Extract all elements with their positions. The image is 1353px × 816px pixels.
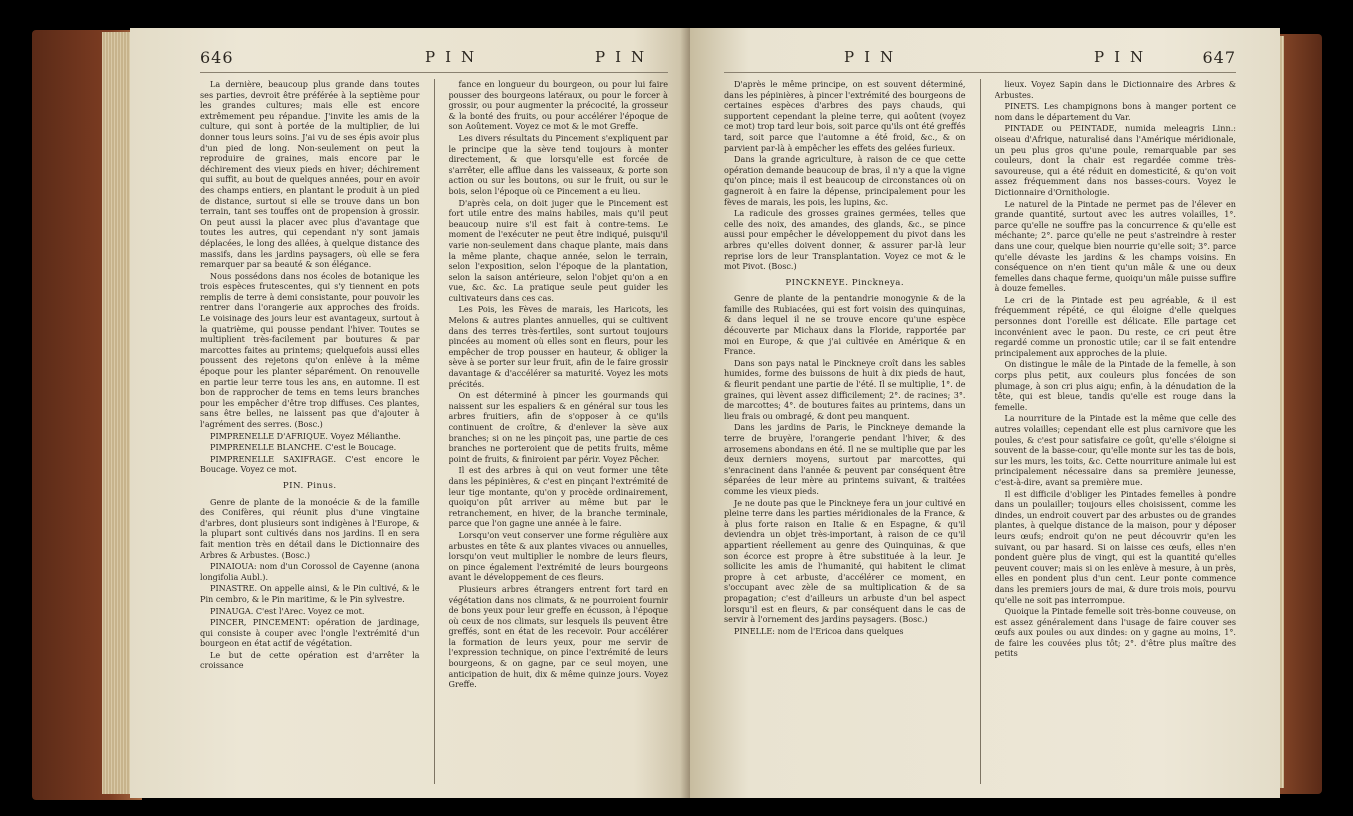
right-running-title-2: PIN — [1094, 48, 1154, 66]
right-column-1 — [724, 79, 966, 784]
paragraph: Plusieurs arbres étrangers entrent fort tard en végétation dans nos climats, & ne pourroient fournir de bons yeux pour leur greffe en écusson, à l'époque où ceux de nos climats, sur lesquels ils peuvent être greffés, sont en état de les recevoir. Pour accélérer la formation de leurs yeux, pour me servir de l'expression technique, on pince l'extrémité de leurs bourgeons, & on gagne, par ce seul moyen, une anticipation de huit, dix & même quinze jours. Voyez Greffe. — [448, 583, 668, 690]
column-rule — [434, 79, 435, 784]
left-running-title: PIN — [425, 48, 485, 66]
paragraph: Genre de plante de la pentandrie monogynie & de la famille des Rubiacées, qui est fort voisin des quinquinas, & dans lequel il ne se trouve encore qu'une espèce découverte par Michaux dans la Floride, rapportée par moi en Europe, & que j'ai cultivée en Amérique & en France. — [724, 293, 966, 357]
left-page-number: 646 — [200, 48, 234, 67]
paragraph: PIMPRENELLE BLANCHE. C'est le Boucage. — [210, 442, 397, 453]
paragraph: Il est des arbres à qui on veut former une tête dans les pépinières, & c'est en pinçant l'extrémité de leur tige montante, qu'on y procède ordinairement, quoiqu'on pût arriver au même but par le retranchement, en hiver, de la branche terminale, parce que l'on gagne une année à le faire. — [448, 465, 668, 529]
paragraph: La radicule des grosses graines germées, telles que celle des noix, des amandes, des glands, &c., se pince aussi pour empêcher le développement du pivot dans les arbres qu'elles doivent donner, & assurer par-là leur reprise lors de leur Transplantation. Voyez ce mot & le mot Pivot. (Bosc.) — [724, 208, 966, 272]
paragraph: Le naturel de la Pintade ne permet pas de l'élever en grande quantité, surtout avec les autres volailles, 1°. parce qu'elle ne souffre pas la concurrence & qu'elle est méchante; 2°. parce qu'elle ne peut s'astreindre à rester dans une cour, quelque bien nourrie qu'elle soit; 3°. parce qu'elle dévaste les jardins & les champs voisins. En conséquence on n'en tient qu'un mâle & une ou deux femelles dans chaque ferme, quoiqu'un mâle puisse suffire à douze femelles. — [994, 198, 1236, 294]
paragraph: Genre de plante de la monoécie & de la famille des Conifères, qui réunit plus d'une vingtaine d'arbres, dont plusieurs sont indigènes à l'Europe, & la plupart sont cultivés dans nos jardins. Il en sera fait mention très en détail dans le Dictionnaire des Arbres & Arbustes. (Bosc.) — [200, 496, 420, 560]
entry-heading: PINCKNEYE. Pinckneya. — [785, 277, 905, 288]
left-column-1 — [200, 79, 420, 784]
paragraph: lieux. Voyez Sapin dans le Dictionnaire des Arbres & Arbustes. — [994, 79, 1236, 100]
right-page-number: 647 — [1202, 48, 1236, 67]
paragraph: D'après cela, on doit juger que le Pincement est fort utile entre des mains habiles, mais qu'il peut beaucoup nuire s'il est fait à contre-tems. Le moment de l'exécuter ne peut être indiqué, puisqu'il varie non-seulement dans chaque plante, mais dans la même plante, chaque année, selon le terrain, selon l'exposition, selon l'époque de la plantation, selon la saison antérieure, selon l'objet qu'on a en vue, &c. &c. La pratique seule peut guider les cultivateurs dans ces cas. — [448, 197, 668, 303]
column-rule — [980, 79, 981, 784]
right-running-head — [724, 46, 1236, 73]
paragraph: PINASTRE. On appelle ainsi, & le Pin cultivé, & le Pin cembro, & le Pin maritime, & le Pin sylvestre. — [200, 583, 420, 604]
right-column-2 — [995, 79, 1237, 784]
left-running-title-2: PIN — [595, 48, 655, 66]
paragraph: Le but de cette opération est d'arrêter la croissance — [200, 649, 420, 671]
paragraph: PINAUGA. C'est l'Arec. Voyez ce mot. — [210, 605, 365, 616]
entry-heading: PIN. Pinus. — [282, 480, 337, 491]
paragraph: Les Pois, les Fèves de marais, les Haricots, les Melons & autres plantes annuelles, qui se cultivent dans des terres très-fertiles, sont surtout toujours pincées au moment où elles sont en fleurs, pour les empêcher de trop pousser en hauteur, & obliger la sève à se porter sur leur fruit, afin de le faire grossir davantage & d'accélérer sa maturité. Voyez les mots précités. — [448, 304, 668, 389]
paragraph: On distingue le mâle de la Pintade de la femelle, à son corps plus petit, aux couleurs plus foncées de son plumage, à son cri plus aigu; enfin, à la dénudation de la tête, qui est bleue, tandis qu'elle est rouge dans la femelle. — [994, 359, 1236, 412]
paragraph: Lorsqu'on veut conserver une forme régulière aux arbustes en tête & aux plantes vivaces ou annuelles, lorsqu'on veut multiplier le nombre de leurs fleurs, on pince également l'extrémité de leurs bourgeons avant le développement de ces fleurs. — [448, 529, 668, 583]
paragraph: PINTADE ou PEINTADE, numida meleagris Linn.: oiseau d'Afrique, naturalisé dans l'Amérique méridionale, un peu plus gros qu'une poule, remarquable par ses couleurs, dont la chair est regardée comme très-savoureuse, qui a été réduit en domesticité, & qu'on voit assez fréquemment dans nos basses-cours. Voyez le Dictionnaire d'Ornithologie. — [994, 123, 1236, 197]
paragraph: D'après le même principe, on est souvent déterminé, dans les pépinières, à pincer l'extrémité des bourgeons de certaines espèces d'arbres des pays chauds, qui supportent cependant la pleine terre, qui aoûtent (voyez ce mot) trop tard leur bois, soit parce qu'ils ont été greffés tard, soit parce que l'automne a été froid, &c., & on parvient par-là à empêcher les effets des gelées furieux. — [724, 79, 966, 153]
paragraph: On est déterminé à pincer les gourmands qui naissent sur les espaliers & en général sur tous les arbres fruitiers, afin de s'opposer à ce qu'ils continuent de croître, & d'enlever la sève aux branches; si on ne les pinçoit pas, une partie de ces branches ne porteroient que de petits fruits, même point de fruits, & finiroient par périr. Voyez Pêcher. — [448, 390, 668, 464]
left-page — [130, 28, 690, 798]
paragraph: Il est difficile d'obliger les Pintades femelles à pondre dans un poulailler; toujours elles choisissent, comme les dindes, un endroit couvert par des arbustes ou de grandes plantes, à quelque distance de la maison, pour y déposer leurs œufs; endroit qu'on ne peut découvrir qu'en les suivant, ou par hasard. Si on laisse ces œufs, elles n'en pondent guère plus de vingt, qui est la quantité qu'elles peuvent couver; mais si on les enlève à mesure, à un près, elles en pondent plus d'un cent. Leur ponte commence dans les premiers jours de mai, & dure trois mois, pourvu qu'elle ne soit pas interrompue. — [994, 488, 1236, 605]
paragraph: Je ne doute pas que le Pinckneye fera un jour cultivé en pleine terre dans les parties méridionales de la France, & à plus forte raison en Italie & en Espagne, & qu'il deviendra un objet très-important, à raison de ce qu'il appartient réellement au genre des Quinquinas, & que son écorce est propre à être substituée à la leur. Je sollicite les amis de l'humanité, qui habitent le climat propre à cet arbuste, d'accélérer ce moment, en s'occupant avec zèle de sa multiplication & de sa propagation; c'est d'ailleurs un arbuste d'un bel aspect lorsqu'il est en fleurs, & par conséquent dans le cas de servir à l'ornement des jardins paysagers. (Bosc.) — [724, 497, 966, 625]
paragraph: Les divers résultats du Pincement s'expliquent par le principe que la sève tend toujours à monter directement, & que lorsqu'elle est forcée de s'arrêter, elle afflue dans les vaisseaux, & porte son action ou sur les boutons, ou sur le fruit, ou sur le bois, selon l'époque où ce Pincement a eu lieu. — [448, 132, 668, 196]
left-running-head — [200, 46, 668, 73]
right-page — [690, 28, 1280, 798]
right-running-title: PIN — [844, 48, 904, 66]
paragraph: La nourriture de la Pintade est la même que celle des autres volailles; cependant elle est plus carnivore que les poules, & c'est pour satisfaire ce goût, qu'elle s'éloigne si souvent de la basse-cour, qu'elle monte sur les tas de bois, sur les murs, les toits, &c. Cette nourriture animale lui est principalement nécessaire dans sa première jeunesse, c'est-à-dire, avant sa première mue. — [994, 413, 1236, 487]
paragraph: Nous possédons dans nos écoles de botanique les trois espèces frutescentes, qui s'y tiennent en pots remplis de terre à demi consistante, pour pouvoir les rentrer dans l'orangerie aux approches des froids. Le voisinage des jours leur est avantageux, surtout à la quatrième, qui pousse pendant l'hiver. Toutes se multiplient très-facilement par boutures & par marcottes faites au printems; quelquefois aussi elles poussent des rejetons qu'on enlève à la même époque pour les planter séparément. On renouvelle en partie leur terre tous les ans, en automne. Il est bon de rapprocher de tems en tems leurs branches pour les empêcher d'être trop diffuses. Ces plantes, sans être belles, ne laissent pas que d'ajouter à l'agrément des serres. (Bosc.) — [200, 270, 420, 429]
paragraph: Quoique la Pintade femelle soit très-bonne couveuse, on est assez généralement dans l'usage de faire couver ses œufs aux poules ou aux dindes: on y gagne au moins, 1°. de faire les couvées plus tôt; 2°. d'être plus maître des petits — [994, 606, 1236, 659]
paragraph: Dans les jardins de Paris, le Pinckneye demande la terre de bruyère, l'orangerie pendant l'hiver, & des arrosemens abondans en été. Il ne se multiplie que par les deux derniers moyens, surtout par marcottes, qui s'enracinent dans l'année & peuvent par conséquent être séparées de leur mère au printems suivant, & traitées comme les vieux pieds. — [724, 422, 966, 496]
open-book — [32, 10, 1322, 810]
paragraph: Le cri de la Pintade est peu agréable, & il est fréquemment répété, ce qui éloigne d'elle quelques personnes dont l'oreille est délicate. Elle partage cet inconvénient avec le paon. Du reste, ce cri peut être regardé comme un pronostic utile; car il se fait entendre principalement aux approches de la pluie. — [994, 294, 1236, 358]
paragraph: fance en longueur du bourgeon, ou pour lui faire pousser des bourgeons latéraux, ou pour le forcer à grossir, ou pour augmenter la précocité, la grosseur & la bonté des fruits, ou pour accélérer l'époque de son Aoûtement. Voyez ce mot & le mot Greffe. — [448, 79, 668, 132]
paragraph: Dans la grande agriculture, à raison de ce que cette opération demande beaucoup de bras, il n'y a que la vigne qu'on pince; mais il est beaucoup de circonstances où on gagneroit à en faire la dépense, principalement pour les fèves de marais, les pois, les lupins, &c. — [724, 154, 966, 207]
paragraph: PINCER, PINCEMENT: opération de jardinage, qui consiste à couper avec l'ongle l'extrémité d'un bourgeon en état actif de végétation. — [200, 617, 420, 649]
paragraph: PINAIOUA: nom d'un Corossol de Cayenne (anona longifolia Aubl.). — [200, 561, 420, 582]
paragraph: PINETS. Les champignons bons à manger portent ce nom dans le département du Var. — [994, 101, 1236, 122]
paragraph: PINELLE: nom de l'Ericoa dans quelques — [734, 625, 904, 636]
paragraph: PIMPRENELLE D'AFRIQUE. Voyez Mélianthe. — [210, 430, 401, 441]
paragraph: La dernière, beaucoup plus grande dans toutes ses parties, devroit être préférée à la septième pour les grandes cultures; mais elle est encore extrêmement peu répandue. J'invite les amis de la culture, qui sont à portée de la multiplier, de lui donner tous leurs soins. J'ai vu de ses épis avoir plus d'un pied de long. Non-seulement on peut la reproduire de graines, mais encore par le déchirement des vieux pieds en hiver; déchirement qui suffit, au bout de quelques années, pour en avoir des champs entiers, en plantant le produit à un pied de distance, surtout si elle se trouve dans un bon terrain, tant ses touffes ont de propension à grossir. On peut aussi la placer avec plus d'avantage que toutes les autres, qui cependant n'y sont jamais déplacées, le long des allées, à quelque distance des massifs, dans les jardins paysagers, où elle se fera remarquer par sa beauté & son élégance. — [200, 79, 420, 270]
paragraph: PIMPRENELLE SAXIFRAGE. C'est encore le Boucage. Voyez ce mot. — [200, 453, 420, 475]
paragraph: Dans son pays natal le Pinckneye croît dans les sables humides, forme des buissons de huit à dix pieds de haut, & fleurit pendant une partie de l'été. Il se multiplie, 1°. de graines, qui lèvent assez difficilement; 2°. de racines; 3°. de marcottes; 4°. de boutures faites au printems, dans un lieu frais ou ombragé, & dont peu manquent. — [724, 357, 966, 421]
left-column-2 — [449, 79, 669, 784]
